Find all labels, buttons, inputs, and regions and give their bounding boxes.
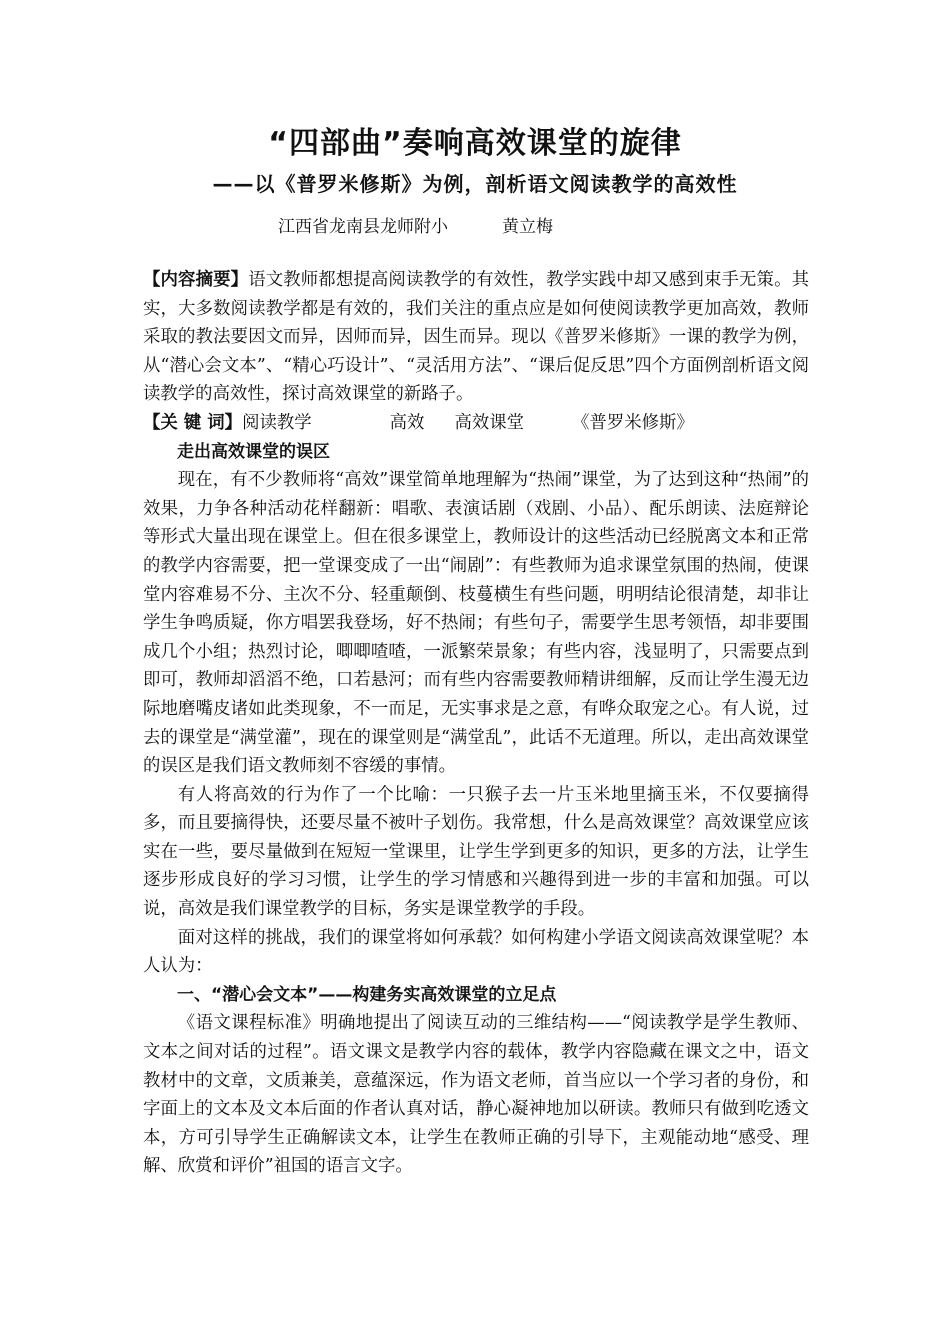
abstract-text: 语文教师都想提高阅读教学的有效性，教学实践中却又感到束手无策。其实，大多数阅读教学都是有效的，我们关注的重点应是如何使阅读教学更加高效，教师采取的教法要因文而异，因师而异，因生而异。现以《普罗米修斯》一课的教学为例，从“潜心会文本”、“精心巧设计”、“灵活用方法”、“课后促反思”四个方面例剖析语文阅读教学的高效性，探讨高效课堂的新路子。 bbox=[143, 270, 809, 405]
author-line bbox=[278, 212, 553, 237]
body-paragraph: 有人将高效的行为作了一个比喻：一只猴子去一片玉米地里摘玉米，不仅要摘得多，而且要摘得快，还要尽量不被叶子划伤。我常想，什么是高效课堂？高效课堂应该实在一些，要尽量做到在短短一堂课里，让学生学到更多的知识，更多的方法，让学生逐步形成良好的学习习惯，让学生的学习情感和兴趣得到进一步的丰富和加强。可以说，高效是我们课堂教学的目标，务实是课堂教学的手段。 bbox=[143, 784, 809, 920]
keyword-item: 高效 bbox=[389, 412, 425, 433]
abstract-paragraph bbox=[143, 266, 809, 409]
document-title: “四部曲”奏响高效课堂的旋律 bbox=[268, 126, 682, 161]
keyword-item: 高效课堂 bbox=[454, 412, 525, 433]
keywords-line bbox=[143, 409, 809, 438]
section-heading: 走出高效课堂的误区 bbox=[177, 441, 330, 462]
keyword-item: 阅读教学 bbox=[242, 412, 312, 433]
keyword-item: 《普罗米修斯》 bbox=[572, 412, 694, 433]
author-affiliation: 江西省龙南县龙师附小 bbox=[278, 217, 448, 237]
document-body bbox=[143, 266, 809, 1181]
document-subtitle: ——以《普罗米修斯》为例，剖析语文阅读教学的高效性 bbox=[212, 172, 738, 196]
section-heading: 一、“潜心会文本”——构建务实高效课堂的立足点 bbox=[177, 984, 557, 1005]
body-paragraph: 现在，有不少教师将“高效”课堂简单地理解为“热闹”课堂，为了达到这种“热闹”的效果，力争各种活动花样翻新：唱歌、表演话剧（戏剧、小品）、配乐朗读、法庭辩论等形式大量出现在课堂上。但在很多课堂上，教师设计的这些活动已经脱离文本和正常的教学内容需要，把一堂课变成了一出“闹剧”：有些教师为追求课堂氛围的热闹，使课堂内容难易不分、主次不分、轻重颠倒、枝蔓横生有些问题，明明结论很清楚，却非让学生争鸣质疑，你方唱罢我登场，好不热闹；有些句子，需要学生思考领悟，却非要围成几个小组；热烈讨论，唧唧喳喳，一派繁荣景象；有些内容，浅显明了，只需要点到即可，教师却滔滔不绝，口若悬河；而有些内容需要教师精讲细解，反而让学生漫无边际地磨嘴皮诸如此类现象，不一而足，无实事求是之意，有哗众取宠之心。有人说，过去的课堂是“满堂灌”，现在的课堂则是“满堂乱”，此话不无道理。所以，走出高效课堂的误区是我们语文教师刻不容缓的事情。 bbox=[143, 470, 809, 777]
keywords-label: 【关 键 词】 bbox=[143, 412, 243, 433]
body-paragraph: 《语文课程标准》明确地提出了阅读互动的三维结构——“阅读教学是学生教师、文本之间对话的过程”。语文课文是教学内容的载体，教学内容隐藏在课文之中，语文教材中的文章，文质兼美，意蕴深远，作为语文老师，首当应以一个学习者的身份，和字面上的文本及文本后面的作者认真对话，静心凝神地加以研读。教师只有做到吃透文本，方可引导学生正确解读文本，让学生在教师正确的引导下，主观能动地“感受、理解、欣赏和评价”祖国的语言文字。 bbox=[143, 1013, 809, 1177]
abstract-label: 【内容摘要】 bbox=[143, 270, 249, 290]
body-paragraph: 面对这样的挑战，我们的课堂将如何承载？如何构建小学语文阅读高效课堂呢？本人认为： bbox=[143, 927, 809, 977]
author-name: 黄立梅 bbox=[502, 217, 553, 237]
